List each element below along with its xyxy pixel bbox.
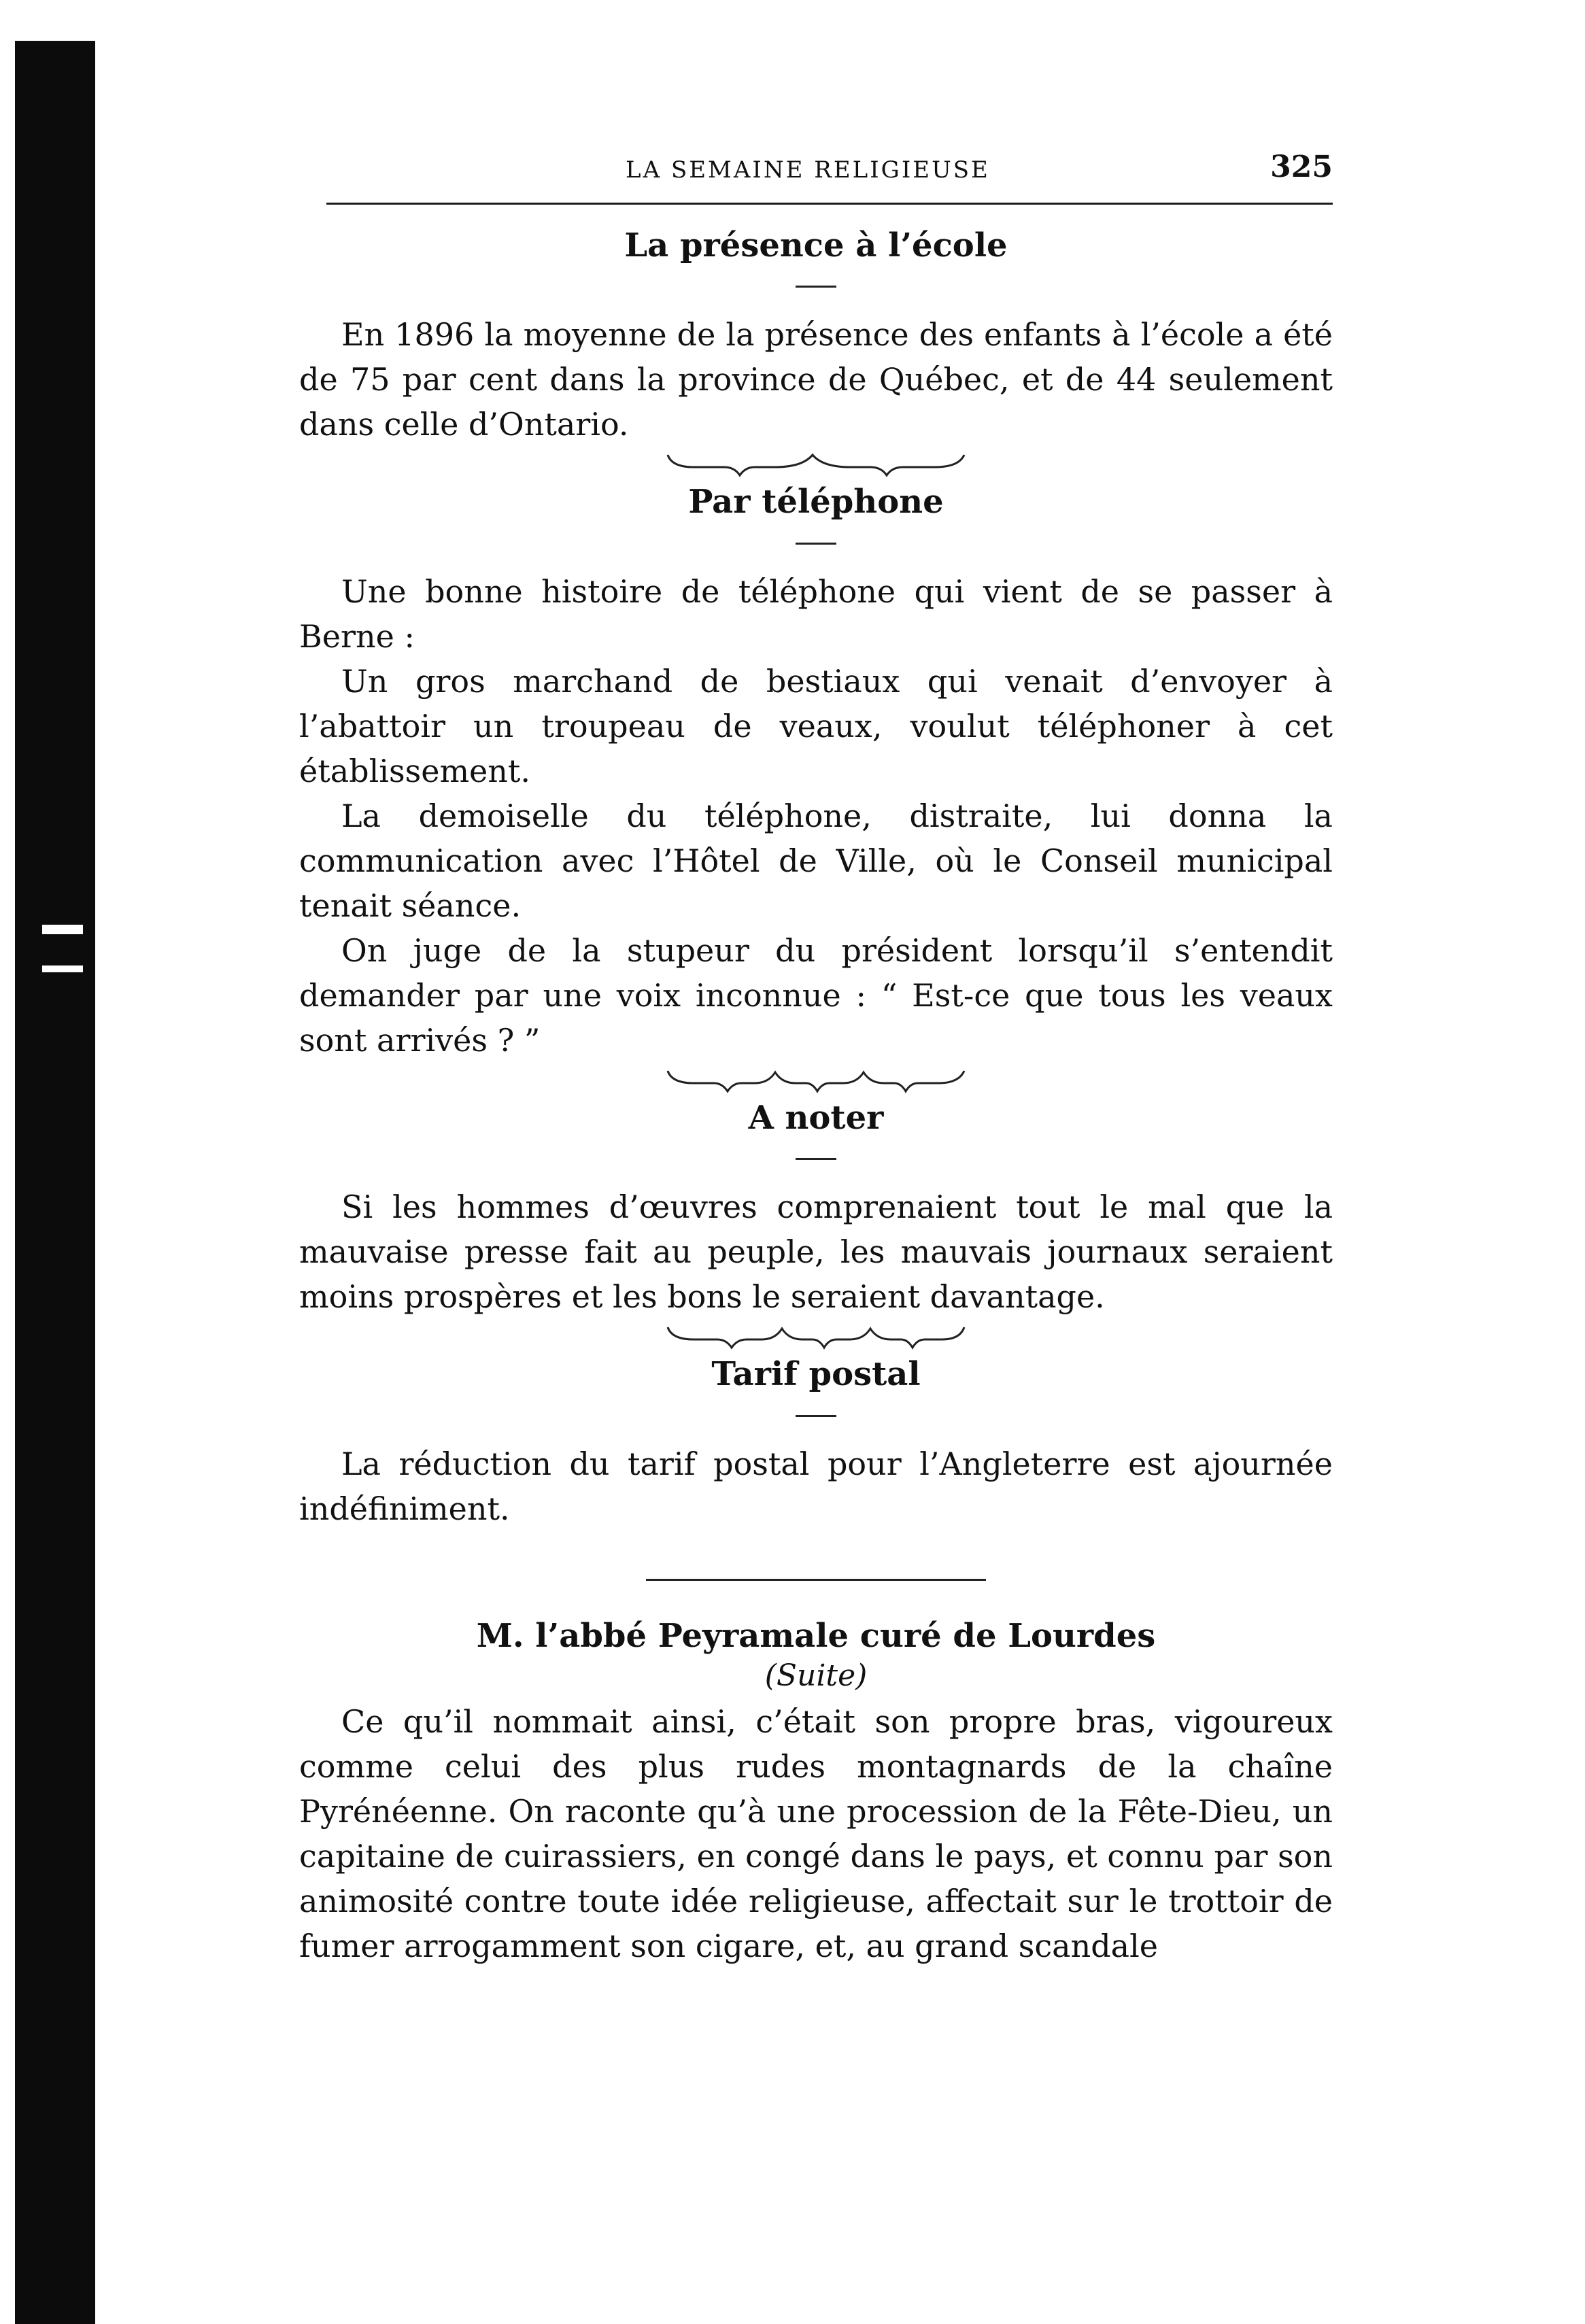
article-abbe-peyramale [299,1615,1333,1968]
brace-ornament [666,1323,966,1350]
page-number: 325 [1270,150,1333,184]
header-rule [326,203,1333,205]
section-paragraph: En 1896 la moyenne de la présence des enfants à l’école a été de 75 par cent dans la province de Québec, et de 44 seulement dans celle d’Ontario. [299,316,1333,443]
section-paragraph: Un gros marchand de bestiaux qui venait d’envoyer à l’abattoir un troupeau de veaux, voulut téléphoner à cet établissement. [299,662,1333,789]
section-paragraph: La demoiselle du téléphone, distraite, lui donna la communication avec l’Hôtel de Ville, où le Conseil municipal tenait séance. [299,797,1333,924]
brace-ornament [666,1067,966,1094]
title-dash [796,1415,836,1417]
article-subtitle: (Suite) [764,1658,868,1693]
title-dash [796,1158,836,1160]
section-paragraph: Si les hommes d’œuvres comprenaient tout le mal que la mauvaise presse fait au peuple, les mauvais journaux seraient moins prospères et les bons le seraient davantage. [299,1189,1333,1316]
book-spine-edge [15,41,95,2324]
section-presence-ecole [299,224,1333,447]
title-dash [796,286,836,288]
section-title: A noter [748,1098,884,1137]
running-head [299,150,1333,197]
article-separator-rule [646,1579,986,1581]
article-title: M. l’abbé Peyramale curé de Lourdes [476,1616,1156,1655]
brace-ornament [666,451,966,478]
section-title: La présence à l’école [624,226,1008,264]
spine-mark [42,966,83,972]
document-page [299,150,1333,1968]
section-a-noter [299,1097,1333,1319]
section-paragraph: Une bonne histoire de téléphone qui vient de se passer à Berne : [299,573,1333,655]
section-title: Tarif postal [711,1355,921,1394]
spine-mark [42,925,83,934]
article-paragraph: Ce qu’il nommait ainsi, c’était son propre bras, vigoureux comme celui des plus rudes montagnards de la chaîne Pyrénéenne. On raconte qu’à une procession de la Fête-Dieu, un capitaine de cuirassiers, en congé dans le pays, et connu par son animosité contre toute idée religieuse, affectait sur le trottoir de fumer arrogamment son cigare, et, au grand scandale [299,1703,1333,1964]
section-par-telephone [299,481,1333,1062]
section-title: Par téléphone [688,483,944,522]
section-tarif-postal [299,1353,1333,1531]
running-head-title: LA SEMAINE RELIGIEUSE [626,156,990,184]
section-paragraph: On juge de la stupeur du président lorsqu’il s’entendit demander par une voix inconnue : “ Est-ce que tous les veaux sont arrivés ? ” [299,932,1333,1059]
section-paragraph: La réduction du tarif postal pour l’Angleterre est ajournée indéfiniment. [299,1445,1333,1527]
title-dash [796,543,836,545]
